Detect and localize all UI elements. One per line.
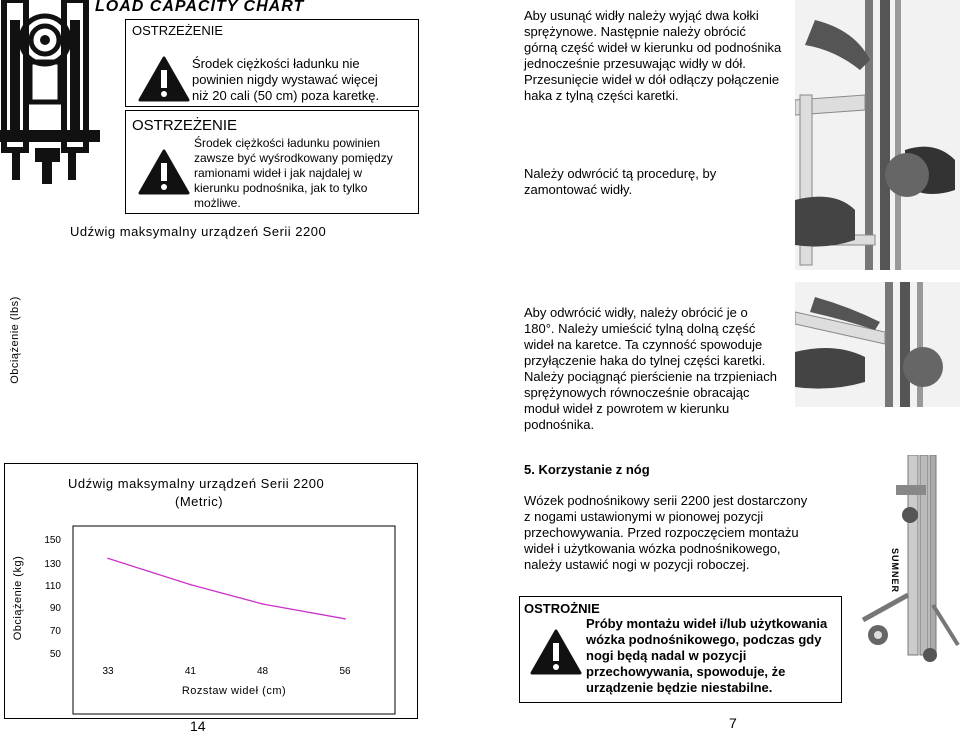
warning-line: możliwe. [194,196,241,210]
paragraph-line: Należy pociągnąć pierścienie na trzpieniach [524,369,777,384]
warning-line: Środek ciężkości ładunku powinien [194,136,381,150]
warning-icon [138,149,190,195]
caution-line: wózka podnośnikowego, podczas gdy [586,632,822,647]
paragraph-line: 180°. Należy umieścić tylną dolną część [524,321,756,336]
paragraph-line: z nogami ustawionymi w pionowej pozycji [524,509,764,524]
data-point [344,618,346,620]
caution-box [519,596,842,703]
paragraph-line: Aby odwrócić widły, należy obrócić je o [524,305,748,320]
y-tick-label: 150 [44,535,61,546]
paragraph-line: przyłączenie haka do tylnej części karetki. [524,353,766,368]
fork-removal-photo [795,0,960,270]
page-number-right: 7 [729,715,737,731]
warning-line: niż 20 cali (50 cm) poza karetkę. [192,88,380,103]
fork-rotate-photo [795,282,960,407]
data-point [107,558,109,560]
fork-diagram [0,0,100,200]
paragraph-line: jednocześnie przesuwając widły w dół. [524,56,746,71]
x-axis-label: Rozstaw wideł (cm) [181,685,287,697]
paragraph-line: sprężynowych równocześnie obracając [524,385,750,400]
paragraph-line: należy ustawić nogi w pozycji roboczej. [524,557,750,572]
y-tick-label: 110 [45,581,61,592]
warning-heading: OSTRZEŻENIE [132,117,238,134]
paragraph-line: moduł wideł z powrotem w kierunku [524,401,730,416]
warning-line: ramionami wideł i jak najdalej w [194,166,363,180]
y-tick-label: 70 [49,626,61,637]
warning-box-1 [125,19,419,107]
y-tick-label: 90 [49,603,61,614]
chart-subtitle: (Metric) [175,494,224,509]
page-number-left: 14 [190,718,206,734]
warning-icon [530,629,582,675]
chart-title: Udźwig maksymalny urządzeń Serii 2200 [70,224,327,239]
paragraph-line: sprężynowe. Następnie należy obrócić [524,24,746,39]
paragraph-line: Aby usunąć widły należy wyjąć dwa kołki [524,8,759,23]
y-axis-label: Obciążenie (lbs) [9,296,21,384]
paragraph-line: Należy odwrócić tą procedurę, by [524,166,717,181]
caution-line: przechowywania, spowoduje, że [586,664,786,679]
y-tick-label: 50 [49,649,61,660]
warning-heading: OSTRZEŻENIE [132,23,224,38]
warning-box-2 [125,110,419,214]
warning-line: Środek ciężkości ładunku nie [192,56,360,71]
y-axis-label: Obciążenie (kg) [12,555,24,641]
y-tick-label: 130 [44,559,61,570]
lifter-brand: SUMNER [890,548,900,594]
caution-heading: OSTROŻNIE [524,601,600,616]
paragraph-line: wideł i użytkowania wózka podnośnikowego, [524,541,781,556]
paragraph-line: zamontować widły. [524,182,633,197]
paragraph-line: wideł na karetce. Ta czynność spowoduje [524,337,763,352]
data-point [190,584,192,586]
chart-title: Udźwig maksymalny urządzeń Serii 2200 [68,476,325,491]
chart-2-svg [5,464,417,718]
x-tick-label: 41 [184,666,196,677]
caution-line: urządzenie będzie niestabilne. [586,680,773,695]
page-title: LOAD CAPACITY CHART [95,0,305,15]
x-tick-label: 33 [102,666,114,677]
paragraph-line: podnośnika. [524,417,595,432]
x-tick-label: 56 [339,666,351,677]
paragraph-line: Przesunięcie wideł w dół odłączy połączenie [524,72,780,87]
warning-line: zawsze być wyśrodkowany pomiędzy [194,151,393,165]
chart-2-panel [4,463,418,719]
paragraph-line: haka z tylną części karetki. [524,88,679,103]
warning-line: powinien nigdy wystawać więcej [192,72,378,87]
chart-1-panel [0,214,418,456]
chart-1-svg [0,214,418,456]
data-point [262,603,264,605]
caution-line: nogi będą nadal w pozycji [586,648,747,663]
paragraph-line: górną część wideł w kierunku od podnośnika [524,40,782,55]
caution-line: Próby montażu wideł i/lub użytkowania [586,616,828,631]
paragraph-line: Wózek podnośnikowy serii 2200 jest dostarczony [524,493,808,508]
series-line [108,558,345,618]
paragraph-line: przechowywania. Przed rozpoczęciem montażu [524,525,799,540]
section-heading: 5. Korzystanie z nóg [524,462,650,477]
x-tick-label: 48 [257,666,269,677]
warning-line: kierunku podnośnika, jak to tylko [194,181,368,195]
warning-icon [138,56,190,102]
